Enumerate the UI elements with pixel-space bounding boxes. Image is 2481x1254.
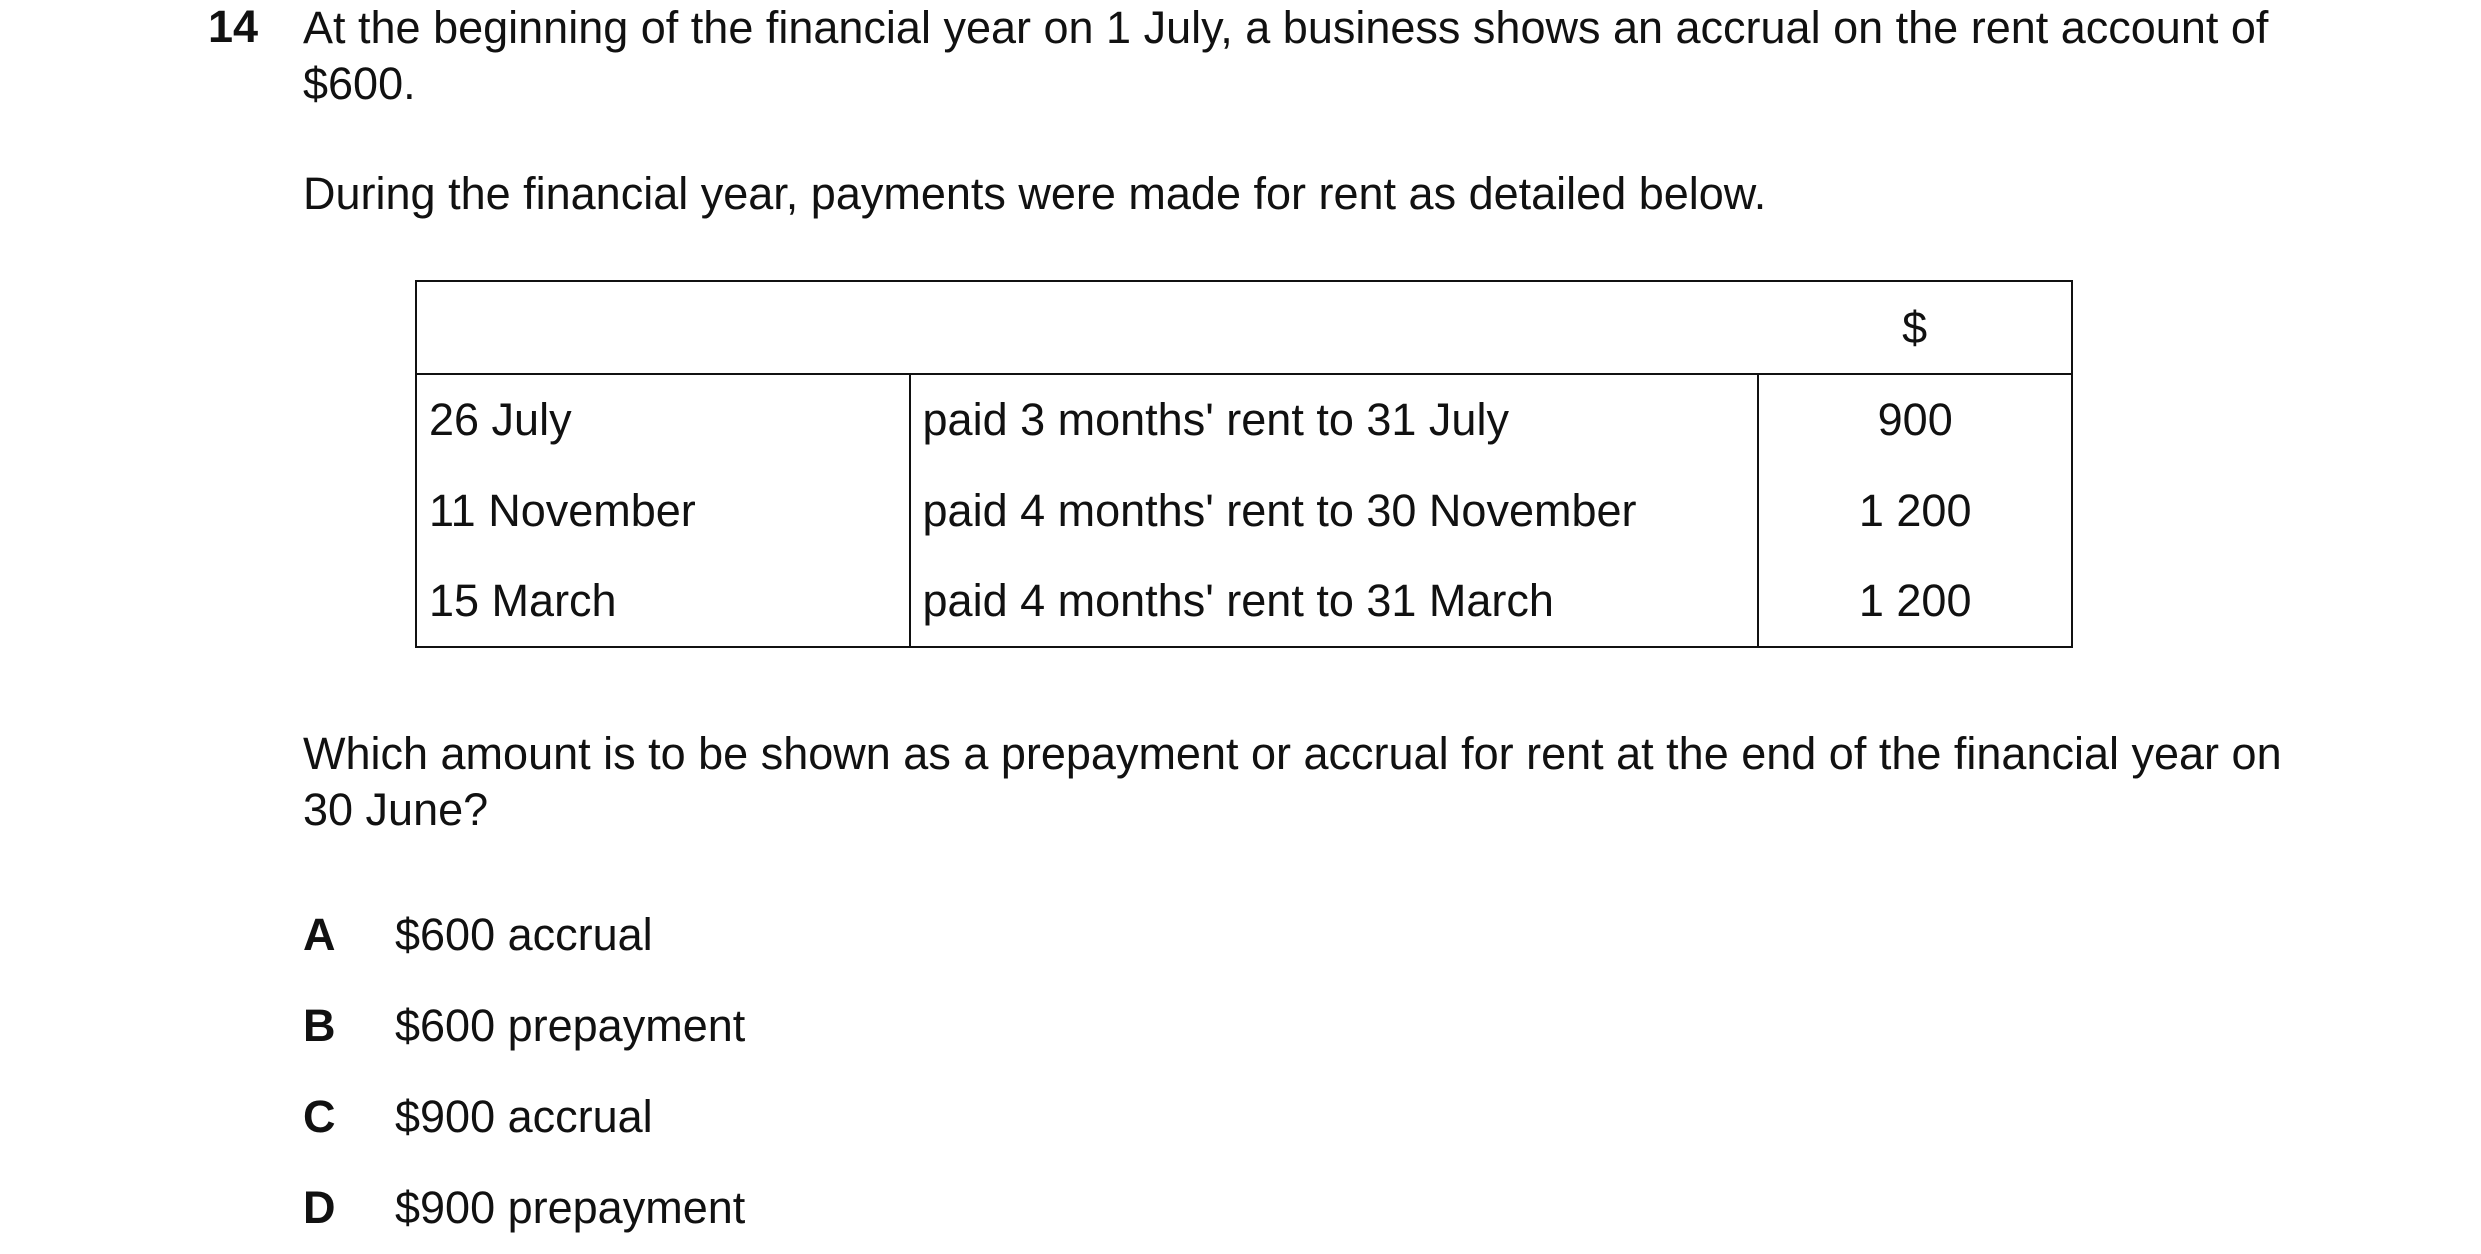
payment-amount: 900 [1877,394,1953,445]
header-blank-cell [416,281,1758,374]
question-number: 14 [208,1,259,52]
option-b[interactable] [303,980,745,1071]
payment-date: 26 July [416,374,910,465]
option-letter: D [303,1181,336,1233]
option-letter: A [303,908,336,960]
payment-date: 11 November [416,465,910,556]
question-prompt: Which amount is to be shown as a prepayment or accrual for rent at the end of the financial year on 30 June? [303,728,2282,835]
option-c[interactable] [303,1071,745,1162]
option-a[interactable] [303,889,745,980]
option-text: $900 prepayment [395,1181,746,1233]
answer-options [303,889,745,1253]
table-row [416,556,2072,647]
option-text: $900 accrual [395,1090,653,1142]
payment-amount: 1 200 [1858,575,1972,626]
payment-description: paid 4 months' rent to 31 March [910,556,1759,647]
option-d[interactable] [303,1162,745,1253]
payment-amount: 1 200 [1858,484,1972,536]
payment-description: paid 3 months' rent to 31 July [910,374,1759,465]
option-letter: C [303,1090,336,1142]
payment-description: paid 4 months' rent to 30 November [910,465,1759,556]
option-letter: B [303,999,336,1051]
option-text: $600 prepayment [395,999,746,1051]
table-header-row [416,281,2072,374]
table-row [416,465,2072,556]
rent-payments-table [415,280,2073,648]
table-row [416,374,2072,465]
payment-date: 15 March [416,556,910,647]
option-text: $600 accrual [395,908,653,960]
question-during-text: During the financial year, payments were made for rent as detailed below. [303,168,1767,219]
question-intro: At the beginning of the financial year on 1 July, a business shows an accrual on the rent account of $600. [303,2,2269,109]
amount-header: $ [1758,281,2072,374]
